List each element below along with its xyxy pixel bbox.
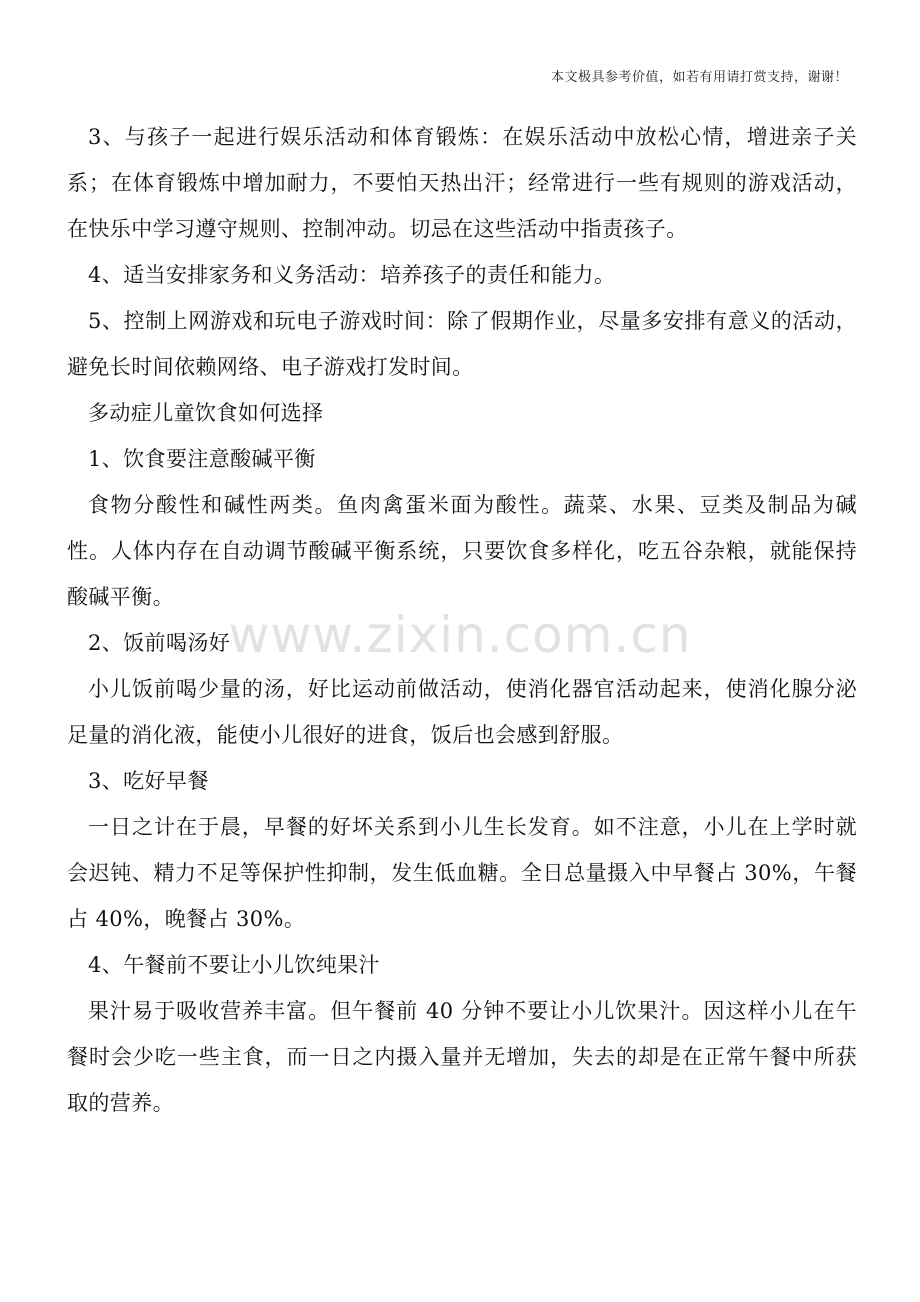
section-heading-diet: 多动症儿童饮食如何选择 xyxy=(88,401,324,425)
paragraph-acid-base: 食物分酸性和碱性两类。鱼肉禽蛋米面为酸性。蔬菜、水果、豆类及制品为碱性。人体内存在自动调节酸碱平衡系统，只要饮食多样化，吃五谷杂粮，就能保持酸碱平衡。 xyxy=(67,493,857,609)
paragraph-activities: 3、与孩子一起进行娱乐活动和体育锻炼：在娱乐活动中放松心情，增进亲子关系；在体育锻炼中增加耐力，不要怕天热出汗；经常进行一些有规则的游戏活动，在快乐中学习遵守规则、控制冲动。切忌在这些活动中指责孩子。 xyxy=(67,125,857,241)
subheading-breakfast: 3、吃好早餐 xyxy=(88,769,209,793)
subheading-acid-base: 1、饮食要注意酸碱平衡 xyxy=(88,447,316,471)
paragraph-screen-time: 5、控制上网游戏和玩电子游戏时间：除了假期作业，尽量多安排有意义的活动，避免长时间依赖网络、电子游戏打发时间。 xyxy=(67,309,857,379)
paragraph-breakfast: 一日之计在于晨，早餐的好坏关系到小儿生长发育。如不注意，小儿在上学时就会迟钝、精力不足等保护性抑制，发生低血糖。全日总量摄入中早餐占 30%，午餐占 40%，晚餐占 30%。 xyxy=(67,815,857,931)
paragraph-chores: 4、适当安排家务和义务活动：培养孩子的责任和能力。 xyxy=(88,263,616,287)
subheading-soup: 2、饭前喝汤好 xyxy=(88,631,231,655)
watermark: www.zixin.com.cn xyxy=(228,606,692,664)
paragraph-soup: 小儿饭前喝少量的汤，好比运动前做活动，使消化器官活动起来，使消化腺分泌足量的消化液，能使小儿很好的进食，饭后也会感到舒服。 xyxy=(67,677,857,747)
document-body xyxy=(67,114,857,1126)
header-note: 本文极具参考价值，如若有用请打赏支持，谢谢！ xyxy=(550,70,848,85)
paragraph-juice: 果汁易于吸收营养丰富。但午餐前 40 分钟不要让小儿饮果汁。因这样小儿在午餐时会少吃一些主食，而一日之内摄入量并无增加，失去的却是在正常午餐中所获取的营养。 xyxy=(67,999,857,1115)
subheading-juice: 4、午餐前不要让小儿饮纯果汁 xyxy=(88,953,380,977)
